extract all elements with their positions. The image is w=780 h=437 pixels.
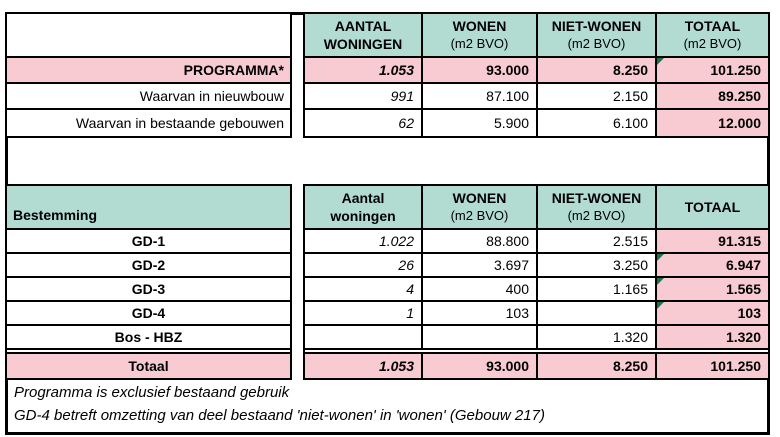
cell-programma-wonen: 93.000	[423, 58, 538, 84]
cell-programma-aantal: 1.053	[305, 58, 423, 84]
header-line1: AANTAL	[334, 17, 392, 34]
cell-gd3-nietwonen: 1.165	[538, 278, 657, 302]
col-header-wonen	[423, 186, 538, 230]
footnote-gd4: GD-4 betreft omzetting van deel bestaand 'niet-wonen' in 'wonen' (Gebouw 217)	[14, 407, 545, 424]
cell-totaal-aantal: 1.053	[305, 354, 423, 378]
program-table-grid	[303, 12, 770, 138]
cell-gd2-wonen: 3.697	[423, 254, 538, 278]
col-header-aantal-woningen	[305, 14, 423, 58]
cell-bos-totaal: 1.320	[657, 326, 768, 350]
cell-bestaande-wonen: 5.900	[423, 110, 538, 136]
cell-gd4-nietwonen	[538, 302, 657, 326]
row-label-nieuwbouw: Waarvan in nieuwbouw	[7, 84, 290, 110]
header-line2: (m2 BVO)	[567, 207, 626, 223]
cell-gd1-aantal: 1.022	[305, 230, 423, 254]
col-header-totaal	[657, 14, 768, 58]
header-line1: TOTAAL	[684, 18, 741, 35]
formula-warning-triangle-icon	[657, 254, 664, 261]
header-line2: (m2 BVO)	[450, 207, 509, 223]
row-label-totaal: Totaal	[7, 354, 290, 378]
cell-value: 1.565	[725, 281, 761, 297]
formula-warning-triangle-icon	[657, 58, 664, 65]
cell-nieuwbouw-wonen: 87.100	[423, 84, 538, 110]
row-label-gd3: GD-3	[7, 278, 290, 302]
row-label-programma: PROGRAMMA*	[7, 58, 290, 84]
cell-gd3-wonen: 400	[423, 278, 538, 302]
cell-bestaande-totaal: 12.000	[657, 110, 768, 136]
cell-value: 6.947	[725, 257, 761, 273]
cell-bestaande-aantal: 62	[305, 110, 423, 136]
cell-nieuwbouw-aantal: 991	[305, 84, 423, 110]
cell-gd1-totaal: 91.315	[657, 230, 768, 254]
cell-gd2-nietwonen: 3.250	[538, 254, 657, 278]
cell-bos-nietwonen: 1.320	[538, 326, 657, 350]
header-line1: WONEN	[452, 190, 507, 207]
cell-totaal-nietwonen: 8.250	[538, 354, 657, 378]
header-line2: (m2 BVO)	[683, 35, 742, 51]
header-line2: (m2 BVO)	[450, 35, 509, 51]
cell-gd4-totaal	[657, 302, 768, 326]
cell-bos-wonen	[423, 326, 538, 350]
row-label-gd2: GD-2	[7, 254, 290, 278]
header-line2: woningen	[330, 208, 396, 224]
cell-gd1-wonen: 88.800	[423, 230, 538, 254]
cell-gd2-aantal: 26	[305, 254, 423, 278]
header-line2: WONINGEN	[323, 36, 403, 52]
cell-totaal-totaal: 101.250	[657, 354, 768, 378]
cell-nieuwbouw-nietwonen: 2.150	[538, 84, 657, 110]
formula-warning-triangle-icon	[657, 278, 664, 285]
row-label-bos-hbz: Bos - HBZ	[7, 326, 290, 350]
col-header-wonen	[423, 14, 538, 58]
row-label-gd1: GD-1	[7, 230, 290, 254]
program-table-label-column	[5, 12, 292, 138]
header-line1: TOTAAL	[684, 198, 741, 215]
cell-gd3-totaal	[657, 278, 768, 302]
cell-value: 103	[737, 305, 761, 321]
formula-warning-triangle-icon	[657, 302, 664, 309]
header-line2: (m2 BVO)	[567, 35, 626, 51]
cell-gd4-wonen: 103	[423, 302, 538, 326]
cell-gd1-nietwonen: 2.515	[538, 230, 657, 254]
cell-value: 101.250	[710, 62, 761, 78]
header-line1: Aantal	[341, 189, 385, 206]
bestemming-table-label-column	[5, 184, 292, 380]
cell-nieuwbouw-totaal: 89.250	[657, 84, 768, 110]
label-header-blank-cell	[7, 14, 290, 58]
cell-totaal-wonen: 93.000	[423, 354, 538, 378]
row-label-bestaande-gebouwen: Waarvan in bestaande gebouwen	[75, 115, 284, 131]
footnote-programma: Programma is exclusief bestaand gebruik	[14, 384, 290, 401]
row-label-gd4: GD-4	[7, 302, 290, 326]
col-header-totaal	[657, 186, 768, 230]
cell-gd2-totaal	[657, 254, 768, 278]
header-line1: NIET-WONEN	[551, 190, 642, 207]
col-header-niet-wonen	[538, 14, 657, 58]
cell-programma-nietwonen: 8.250	[538, 58, 657, 84]
bestemming-header: Bestemming	[7, 186, 290, 230]
col-header-aantal-woningen	[305, 186, 423, 230]
col-header-niet-wonen	[538, 186, 657, 230]
cell-gd4-aantal: 1	[305, 302, 423, 326]
cell-programma-totaal	[657, 58, 768, 84]
header-line1: WONEN	[452, 18, 507, 35]
cell-bestaande-nietwonen: 6.100	[538, 110, 657, 136]
cell-bos-aantal	[305, 326, 423, 350]
cell-gd3-aantal: 4	[305, 278, 423, 302]
bestemming-table-grid	[303, 184, 770, 380]
header-line1: NIET-WONEN	[551, 18, 642, 35]
